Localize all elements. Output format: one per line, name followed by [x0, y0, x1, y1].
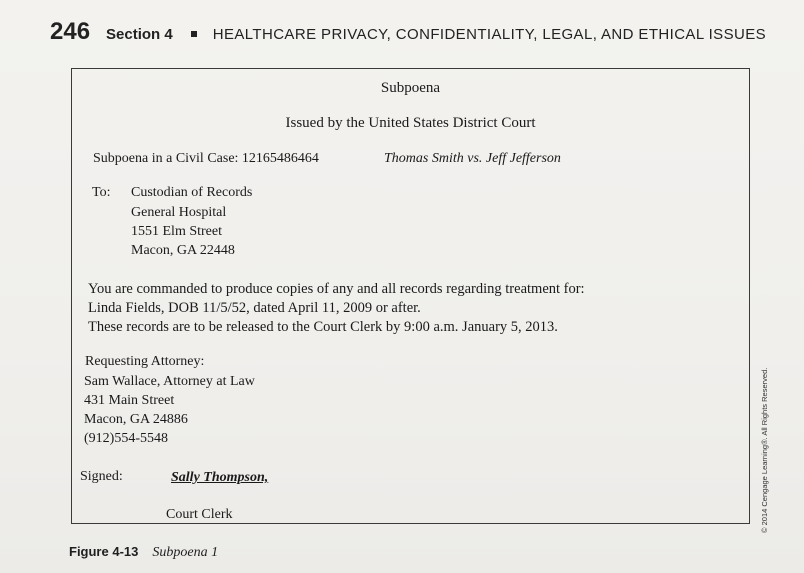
page-number: 246: [50, 18, 91, 45]
recipient-line: Custodian of Records: [131, 185, 253, 200]
case-number: Subpoena in a Civil Case: 12165486464: [93, 151, 319, 166]
section-title: HEALTHCARE PRIVACY, CONFIDENTIALITY, LEGAL, AND ETHICAL ISSUES: [212, 26, 767, 43]
figure-label: Figure 4-13: [69, 544, 139, 559]
figure-title: Subpoena 1: [152, 545, 219, 560]
attorney-line: 431 Main Street: [84, 393, 175, 408]
attorney-line: Requesting Attorney:: [85, 354, 205, 369]
attorney-line: Sam Wallace, Attorney at Law: [84, 374, 255, 389]
signer-title: Court Clerk: [166, 507, 233, 522]
copyright-notice: © 2014 Cengage Learning®. All Rights Reserved.: [760, 367, 769, 533]
attorney-line: Macon, GA 24886: [84, 412, 188, 427]
bullet-icon: [191, 31, 197, 37]
recipient-line: 1551 Elm Street: [131, 224, 222, 239]
issued-by: Issued by the United States District Court: [285, 115, 536, 131]
recipient-line: Macon, GA 22448: [131, 243, 235, 258]
figure-caption: [69, 543, 218, 561]
signature: Sally Thompson,: [171, 470, 269, 485]
recipient-line: General Hospital: [131, 205, 227, 220]
to-label: To:: [92, 185, 111, 200]
case-parties: Thomas Smith vs. Jeff Jefferson: [384, 151, 561, 166]
command-line: These records are to be released to the Court Clerk by 9:00 a.m. January 5, 2013.: [88, 319, 558, 335]
command-line: Linda Fields, DOB 11/5/52, dated April 11, 2009 or after.: [88, 300, 421, 316]
page-header: [50, 18, 766, 46]
command-line: You are commanded to produce copies of any and all records regarding treatment for:: [88, 281, 585, 297]
signed-label: Signed:: [80, 469, 123, 484]
attorney-line: (912)554-5548: [84, 431, 168, 446]
section-label: Section 4: [106, 26, 173, 43]
subpoena-title: Subpoena: [380, 80, 441, 96]
